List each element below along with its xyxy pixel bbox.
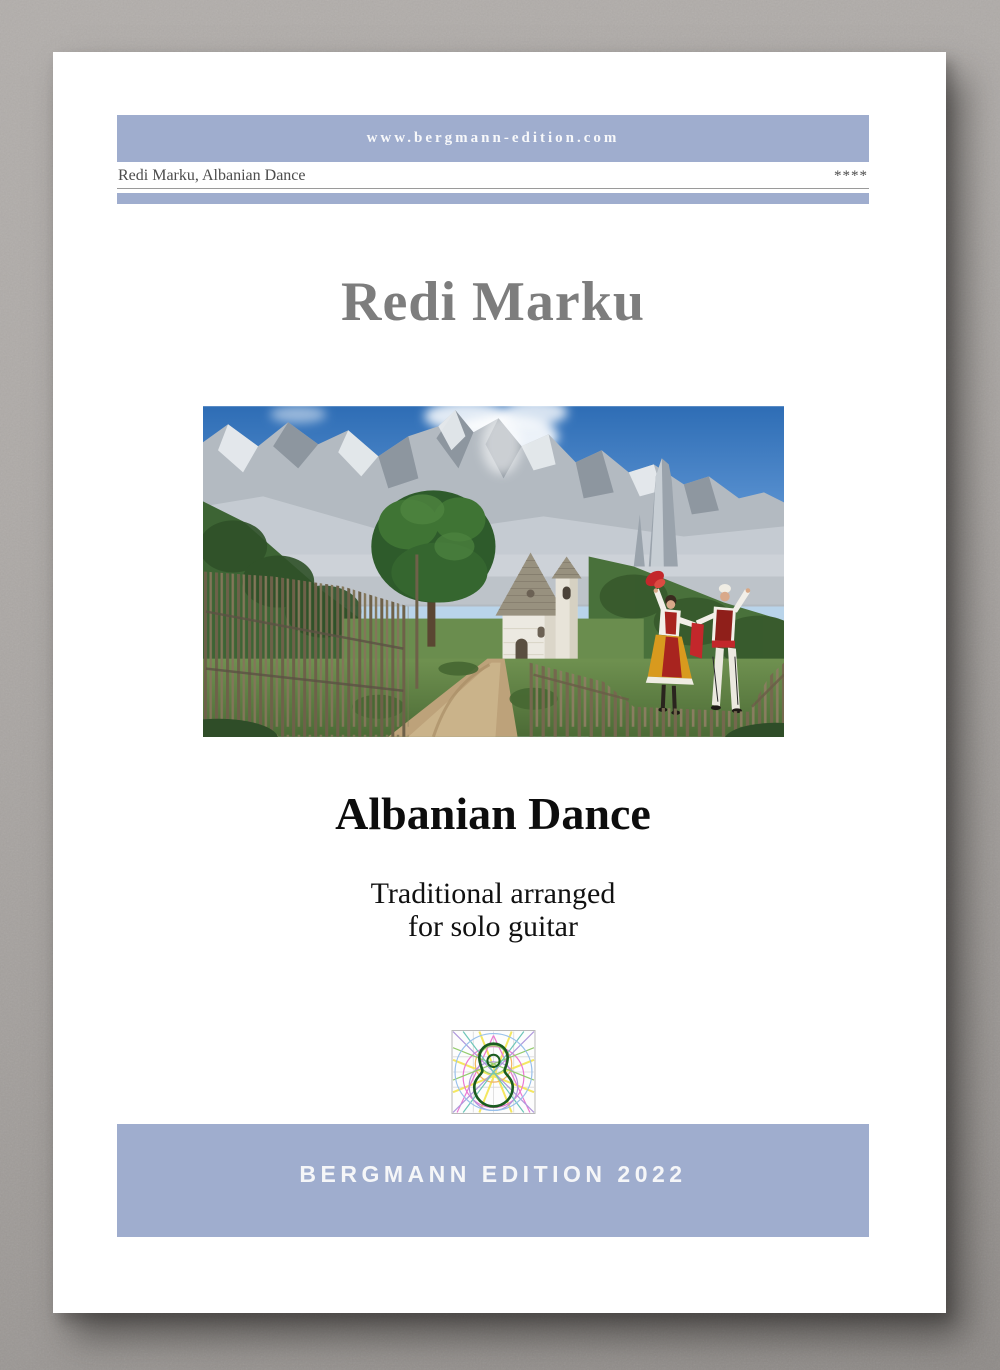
work-subtitle bbox=[117, 877, 869, 943]
header-band bbox=[117, 115, 869, 162]
publisher-imprint: BERGMANN EDITION 2022 bbox=[299, 1161, 687, 1187]
running-head bbox=[117, 164, 869, 189]
subtitle-line-1: Traditional arranged bbox=[370, 877, 616, 910]
publisher-website: www.bergmann-edition.com bbox=[366, 130, 620, 146]
work-title: Albanian Dance bbox=[335, 788, 651, 839]
bergmann-logo-icon bbox=[451, 1029, 536, 1115]
difficulty-stars: **** bbox=[834, 168, 868, 184]
running-title: Redi Marku, Albanian Dance bbox=[118, 167, 306, 184]
composer-name: Redi Marku bbox=[341, 271, 645, 333]
cover-page bbox=[53, 52, 946, 1313]
divider-band bbox=[117, 193, 869, 204]
footer-band bbox=[117, 1124, 869, 1237]
subtitle-line-2: for solo guitar bbox=[408, 910, 578, 943]
cover-photo bbox=[203, 406, 784, 737]
